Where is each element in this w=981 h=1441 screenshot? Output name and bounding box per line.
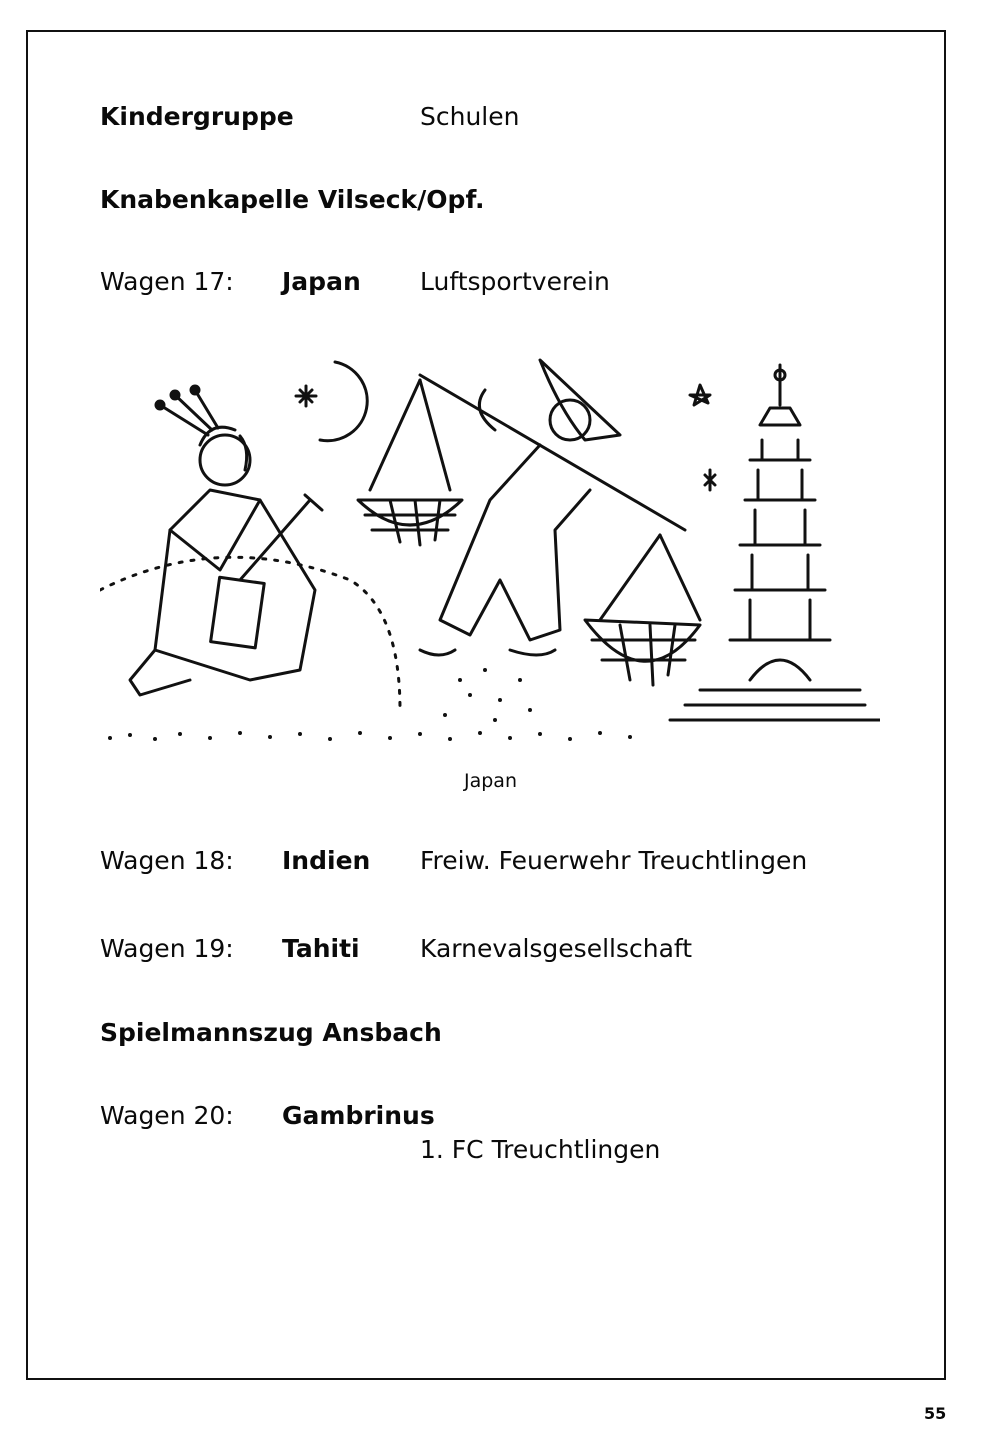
geisha-figure-icon	[130, 386, 322, 695]
star-icon	[296, 386, 316, 406]
wagen17-label: Wagen 17:	[100, 267, 234, 296]
japan-illustration	[100, 350, 880, 745]
page-number: 55	[924, 1404, 947, 1423]
kindergruppe-title: Kindergruppe	[100, 102, 294, 131]
wagen17-theme: Japan	[282, 267, 361, 296]
spielmannszug-title: Spielmannszug Ansbach	[100, 1018, 442, 1047]
illustration-caption: Japan	[464, 770, 517, 792]
wagen18-row	[100, 846, 370, 875]
wagen17-row	[100, 267, 361, 296]
wagen19-theme: Tahiti	[282, 934, 360, 963]
wagen19-group: Karnevalsgesellschaft	[420, 934, 693, 963]
star-icon	[690, 385, 710, 405]
wagen18-theme: Indien	[282, 846, 371, 875]
wagen20-row	[100, 1101, 435, 1130]
moon-icon	[320, 362, 367, 441]
wagen19-label: Wagen 19:	[100, 934, 234, 963]
knabenkapelle-title: Knabenkapelle Vilseck/Opf.	[100, 185, 485, 214]
wagen20-theme: Gambrinus	[282, 1101, 435, 1130]
wagen20-label: Wagen 20:	[100, 1101, 234, 1130]
ground-dots-icon	[108, 668, 632, 741]
kindergruppe-group: Schulen	[420, 102, 520, 131]
wagen18-group: Freiw. Feuerwehr Treuchtlingen	[420, 846, 808, 875]
wagen17-group: Luftsportverein	[420, 267, 610, 296]
wagen18-label: Wagen 18:	[100, 846, 234, 875]
wagen19-row	[100, 934, 360, 963]
wagen20-group: 1. FC Treuchtlingen	[420, 1135, 661, 1164]
basket-icon	[585, 535, 700, 685]
carrier-figure-icon	[420, 360, 685, 655]
pagoda-icon	[670, 365, 880, 720]
basket-icon	[358, 380, 462, 545]
star-icon	[705, 470, 715, 490]
